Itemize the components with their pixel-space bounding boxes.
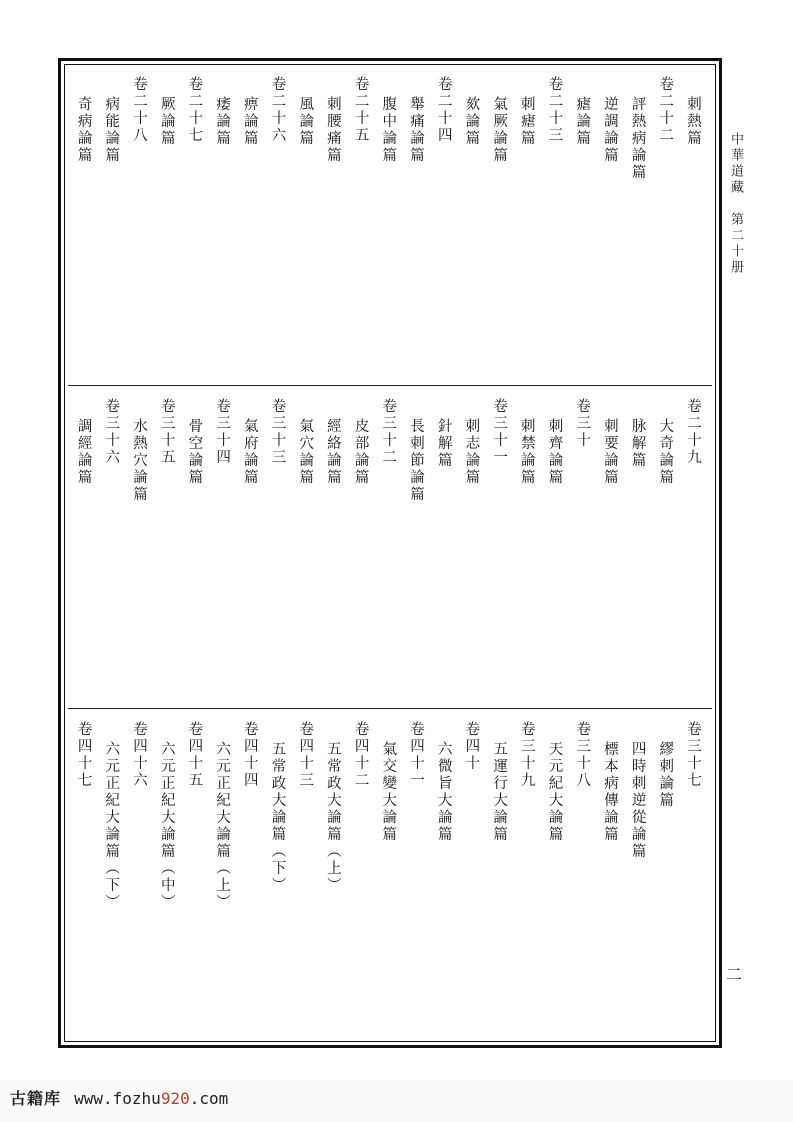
toc-column: 繆刺論篇 [657,741,674,809]
toc-column: 六元正紀大論篇（中） [158,741,175,911]
toc-column: 卷二十九 [685,398,701,466]
toc-column: 刺熱篇 [685,96,701,147]
toc-column: 卷三十 [574,398,591,449]
toc-column: 卷三十二 [380,398,397,466]
section-divider-2 [68,708,712,709]
toc-column: 痿論篇 [214,96,231,147]
toc-column: 刺齊論篇 [546,418,563,486]
volume-label: 第二十册 [728,212,743,276]
toc-column: 大奇論篇 [657,418,674,486]
toc-column: 皮部論篇 [352,418,369,486]
toc-column: 卷二十四 [435,76,452,144]
toc-column: 六元正紀大論篇（上） [214,741,231,911]
toc-column: 骨空論篇 [186,418,203,486]
toc-column: 針解篇 [435,418,452,469]
toc-column: 奇病論篇 [75,96,92,164]
running-header [726,132,745,276]
site-url-suffix: .com [189,1089,229,1108]
toc-column: 卷四十六 [131,721,147,789]
toc-column: 卷二十五 [352,76,369,144]
site-logo: 古籍库 [10,1089,62,1108]
toc-column: 病能論篇 [103,96,120,164]
toc-column: 卷三十四 [214,398,231,466]
toc-column: 五常政大論篇（下） [269,741,286,894]
toc-column: 脉解篇 [629,418,646,469]
toc-column: 刺瘧篇 [518,96,535,147]
toc-column: 刺志論篇 [463,418,480,486]
toc-column: 舉痛論篇 [408,96,424,164]
watermark-footer [10,1086,228,1112]
toc-column: 氣交變大論篇 [380,741,397,843]
toc-column: 卷三十一 [491,398,508,466]
toc-column: 卷三十三 [269,398,286,466]
toc-column: 卷三十七 [685,721,701,789]
toc-column: 卷四十四 [241,721,258,789]
toc-column: 四時刺逆從論篇 [629,741,646,860]
toc-column: 長刺節論篇 [408,418,424,503]
toc-column: 卷二十八 [131,76,147,144]
toc-column: 刺要論篇 [601,418,618,486]
page-number: 二 [726,965,743,984]
toc-column: 瘧論篇 [574,96,591,147]
toc-column: 厥論篇 [158,96,175,147]
toc-column: 評熱病論篇 [629,96,646,181]
site-url[interactable] [74,1089,228,1108]
toc-column: 氣厥論篇 [491,96,508,164]
toc-column: 氣穴論篇 [297,418,314,486]
toc-column: 卷四十三 [297,721,314,789]
toc-column: 卷三十九 [518,721,535,789]
series-title: 中華道藏 [728,132,743,196]
toc-column: 刺禁論篇 [518,418,535,486]
toc-column: 水熱穴論篇 [131,418,147,503]
site-url-accent: 920 [160,1089,190,1108]
toc-column: 卷二十二 [657,76,674,144]
toc-column: 調經論篇 [75,418,92,486]
toc-column: 痹論篇 [241,96,258,147]
toc-column: 五運行大論篇 [491,741,508,843]
toc-column: 卷四十五 [186,721,203,789]
toc-column: 六微旨大論篇 [435,741,452,843]
toc-column: 卷二十三 [546,76,563,144]
toc-column: 卷二十六 [269,76,286,144]
toc-column: 經絡論篇 [324,418,341,486]
toc-column: 天元紀大論篇 [546,741,563,843]
toc-column: 腹中論篇 [380,96,397,164]
toc-column: 五常政大論篇（上） [324,741,341,894]
toc-column: 卷四十 [463,721,480,772]
toc-column: 標本病傳論篇 [601,741,618,843]
toc-column: 卷三十六 [103,398,120,466]
toc-column: 風論篇 [297,96,314,147]
toc-column: 氣府論篇 [241,418,258,486]
toc-column: 卷三十五 [158,398,175,466]
toc-column: 刺腰痛篇 [324,96,341,164]
toc-column: 卷二十七 [186,76,203,144]
toc-column: 逆調論篇 [601,96,618,164]
section-divider-1 [68,385,712,386]
toc-column: 卷三十八 [574,721,591,789]
toc-column: 卷四十一 [408,721,424,789]
toc-column: 卷四十二 [352,721,369,789]
toc-column: 欬論篇 [463,96,480,147]
toc-column: 六元正紀大論篇（下） [103,741,120,911]
site-url-prefix: www.fozhu [74,1089,161,1108]
toc-column: 卷四十七 [75,721,92,789]
